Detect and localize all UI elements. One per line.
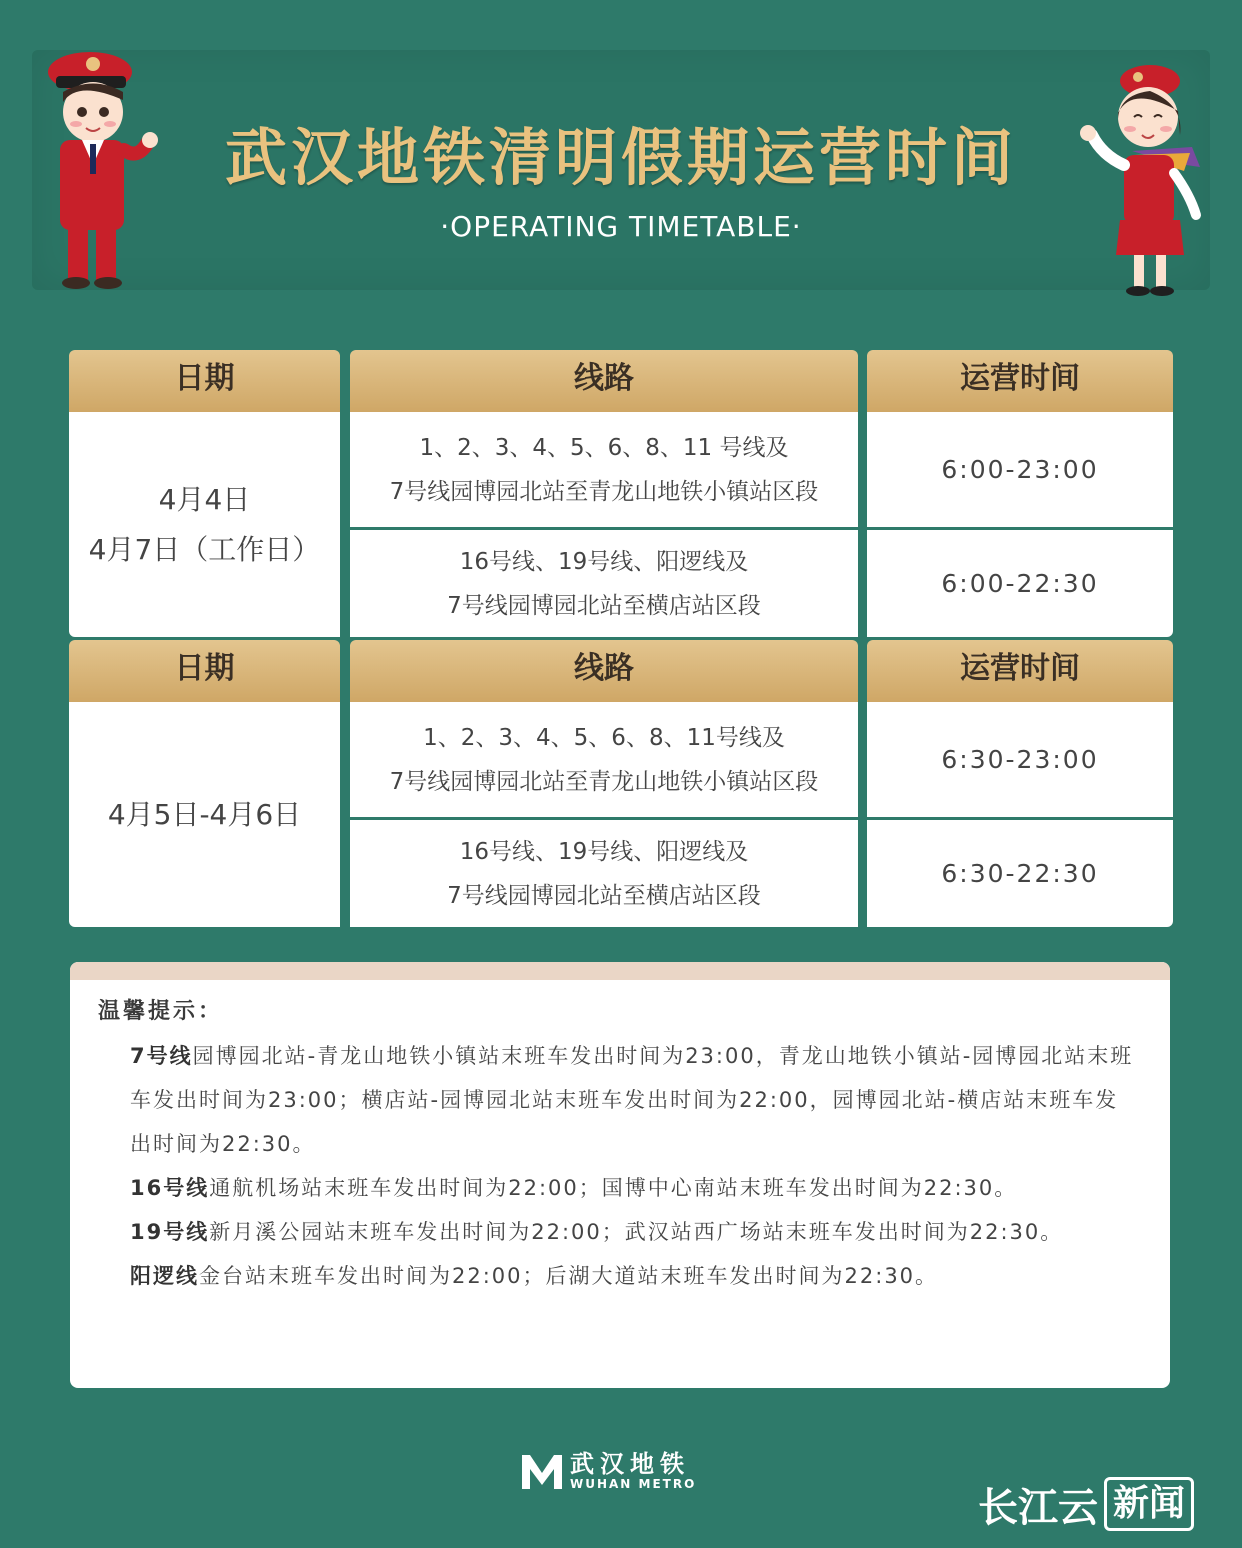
time-cell: 6:30-22:30 xyxy=(867,820,1173,927)
header-date: 日期 xyxy=(69,350,340,412)
date-cell: 4月4日 4月7日（工作日） xyxy=(69,412,340,637)
header-route: 线路 xyxy=(350,640,858,702)
header-route: 线路 xyxy=(350,350,858,412)
time-cell: 6:00-23:00 xyxy=(867,412,1173,527)
date-cell: 4月5日-4月6日 xyxy=(69,702,340,927)
watermark: 长江云 新闻 xyxy=(978,1474,1194,1534)
notice-item: 19号线新月溪公园站末班车发出时间为22:00；武汉站西广场站末班车发出时间为22:30。 xyxy=(130,1220,1064,1244)
header-date: 日期 xyxy=(69,640,340,702)
header-time: 运营时间 xyxy=(867,350,1173,412)
notice-item: 16号线通航机场站末班车发出时间为22:00；国博中心南站末班车发出时间为22:30。 xyxy=(130,1176,1018,1200)
notice-item: 7号线园博园北站-青龙山地铁小镇站末班车发出时间为23:00，青龙山地铁小镇站-园博园北站末班车发出时间为23:00；横店站-园博园北站末班车发出时间为22:00，园博园北站-横店站末班车发出时间为22:30。 xyxy=(130,1044,1134,1156)
route-cell: 1、2、3、4、5、6、8、11 号线及 7号线园博园北站至青龙山地铁小镇站区段 xyxy=(350,412,858,527)
notice-panel xyxy=(70,962,1170,1388)
page-title: 武汉地铁清明假期运营时间 xyxy=(224,121,1017,194)
metro-m-icon xyxy=(520,1451,564,1491)
time-cell: 6:30-23:00 xyxy=(867,702,1173,817)
header-time: 运营时间 xyxy=(867,640,1173,702)
route-cell: 16号线、19号线、阳逻线及 7号线园博园北站至横店站区段 xyxy=(350,820,858,927)
notice-title: 温馨提示： xyxy=(98,999,224,1024)
route-cell: 1、2、3、4、5、6、8、11号线及 7号线园博园北站至青龙山地铁小镇站区段 xyxy=(350,702,858,817)
route-cell: 16号线、19号线、阳逻线及 7号线园博园北站至横店站区段 xyxy=(350,530,858,637)
time-cell: 6:00-22:30 xyxy=(867,530,1173,637)
page-subtitle: ·OPERATING TIMETABLE· xyxy=(440,210,802,243)
notice-top-bar xyxy=(70,962,1170,980)
notice-body xyxy=(130,1034,1140,1298)
wuhan-metro-logo: 武汉地铁 WUHAN METRO xyxy=(520,1448,720,1494)
notice-item: 阳逻线金台站末班车发出时间为22:00；后湖大道站末班车发出时间为22:30。 xyxy=(130,1264,939,1288)
